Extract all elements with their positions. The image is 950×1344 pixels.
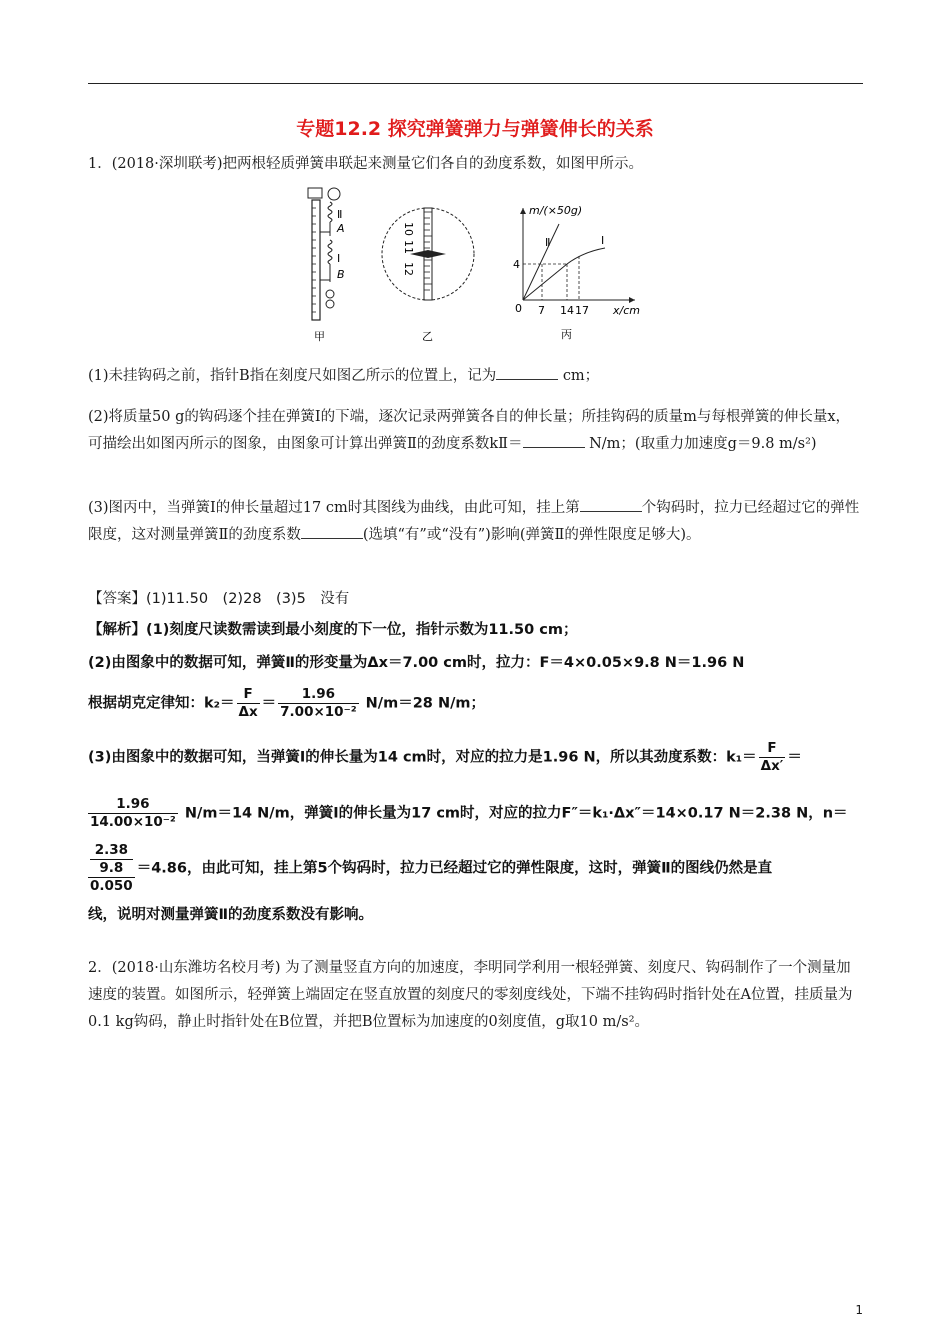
graph-x-tick-17: 17 [575, 304, 589, 317]
graph-origin: 0 [515, 302, 522, 315]
spring-2-icon [328, 202, 332, 222]
graph-y-tick: 4 [513, 258, 520, 271]
fig-jia-label: 甲 [314, 330, 325, 343]
q1-stem: 1．(2018·深圳联考)把两根轻质弹簧串联起来测量它们各自的劲度系数，如图甲所示。 [88, 156, 644, 172]
q1-answer: 【答案】(1)11.50 (2)28 (3)5 没有 [88, 591, 350, 607]
figure-bing [505, 198, 655, 344]
graph-x-tick-7: 7 [538, 304, 545, 317]
analysis-line-7: 线，说明对测量弹簧Ⅱ的劲度系数没有影响。 [88, 907, 374, 923]
fig-spring2-label: Ⅱ [337, 208, 343, 221]
q1-part3: (3)图丙中，当弹簧Ⅰ的伸长量超过17 cm时其图线为曲线，由此可知，挂上第 个钩码时，拉力已经超过它的弹性限度，这对测量弹簧Ⅱ的劲度系数 (选填“有”或“没有”)影响(弹簧Ⅱ的弹性限度足够大)。 [88, 495, 863, 549]
analysis-line-6: 2.38 9.8 0.050 ＝4.86，由此可知，挂上第5个钩码时，拉力已经超过它的弹性限度，这时，弹簧Ⅱ的图线仍然是直 [90, 842, 773, 894]
graph-xlabel: x/cm [613, 304, 640, 317]
blank-3 [580, 497, 642, 512]
fig-bing-label: 丙 [561, 328, 572, 341]
blank-4 [301, 524, 363, 539]
page-number: 1 [855, 1303, 863, 1317]
spring-1-icon [328, 240, 332, 264]
graph-ylabel: m/(×50g) [529, 204, 583, 217]
ruler-ticks [312, 208, 316, 312]
fig-yi-label: 乙 [422, 330, 433, 343]
ruler-tick-12: 12 [402, 262, 415, 276]
ruler-tick-11: 11 [402, 240, 415, 254]
blank-2 [523, 433, 585, 448]
q2-text: 2．(2018·山东潍坊名校月考) 为了测量竖直方向的加速度，李明同学利用一根轻弹簧、刻度尺、钩码制作了一个测量加速度的装置。如图所示，轻弹簧上端固定在竖直放置的刻度尺的零刻度线处，下端不挂钩码时指针处在A位置，挂质量为0.1 kg钩码，静止时指针处在B位置，并把B位置标为加速度的0刻度值，g取10 m/s²。 [88, 960, 853, 1030]
analysis-line-3: 根据胡克定律知：k₂＝ $\frac{F}{\Delta x}$ ＝ $\frac{1.96}{\text{7.00×10⁻²}}$ N/m＝28 N/m； [88, 686, 485, 720]
fig-a-label: A [337, 222, 345, 235]
analysis-line-5: $\frac{1.96}{\text{14.00×10⁻²}}$ N/m＝14 N/m，弹簧Ⅰ的伸长量为17 cm时，对应的拉力F″＝k₁·Δx″＝14×0.17 N＝2.38 N，n＝ [90, 796, 848, 830]
graph-line2-label: Ⅱ [545, 236, 551, 249]
figure-jia [300, 184, 360, 344]
figure-yi [380, 200, 490, 345]
q1-part1: (1)未挂钩码之前，指针B指在刻度尺如图乙所示的位置上，记为 cm； [88, 363, 863, 390]
ruler-tick-10: 10 [402, 222, 415, 236]
graph-line1-label: Ⅰ [601, 234, 605, 247]
fig-b-label: B [337, 268, 345, 281]
header-rule [88, 83, 863, 84]
blank-1 [496, 365, 558, 380]
analysis-line-2: (2)由图象中的数据可知，弹簧Ⅱ的形变量为Δx＝7.00 cm时，拉力：F＝4×0.05×9.8 N＝1.96 N [88, 655, 745, 671]
line-spring-2 [523, 224, 559, 300]
q1-part2: (2)将质量50 g的钩码逐个挂在弹簧Ⅰ的下端，逐次记录两弹簧各自的伸长量；所挂钩码的质量m与每根弹簧的伸长量x，可描绘出如图丙所示的图象，由图象可计算出弹簧Ⅱ的劲度系数kⅡ＝ N/m；(取重力加速度g＝9.8 m/s²) [88, 409, 851, 452]
analysis-line-4: (3)由图象中的数据可知，当弹簧Ⅰ的伸长量为14 cm时，对应的拉力是1.96 N，所以其劲度系数：k₁＝ $\frac{F}{\Delta x'}$ ＝ [88, 740, 802, 774]
fig-spring1-label: Ⅰ [337, 252, 341, 265]
analysis-line-1: 【解析】(1)刻度尺读数需读到最小刻度的下一位，指针示数为11.50 cm； [88, 622, 578, 638]
graph-x-tick-14: 14 [560, 304, 574, 317]
page-title: 专题12.2 探究弹簧弹力与弹簧伸长的关系 [296, 118, 654, 140]
